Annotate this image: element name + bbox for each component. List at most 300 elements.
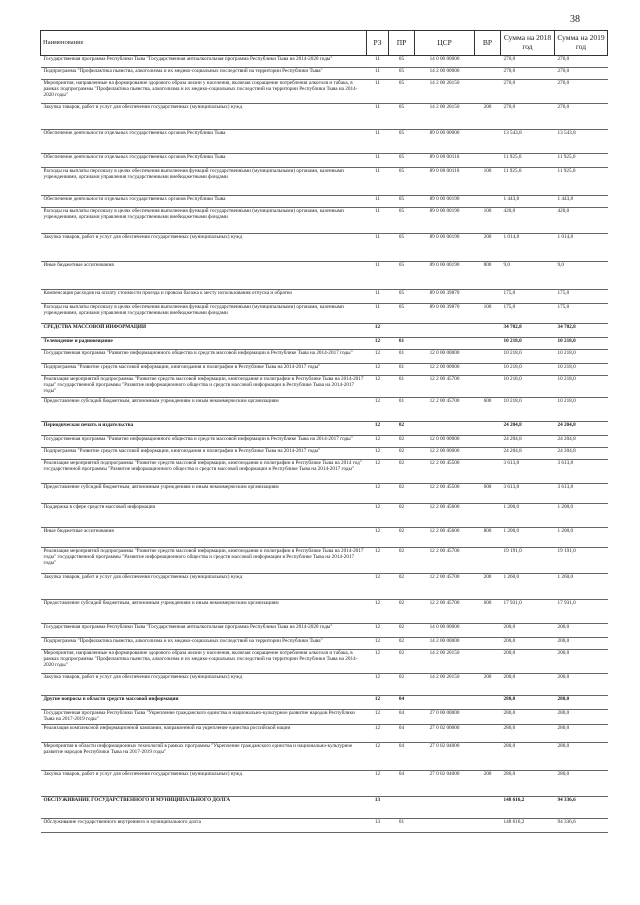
cell-name: Расходы на выплаты персоналу в целях обеспечения выполнения функций государственными (муниципальными) органами, казенными учреждениями, органами управления государственными внебюджетными фондами: [41, 168, 367, 196]
cell-name: Мероприятия, направленные на формирование здорового образа жизни у населения, включая сокращение потребления алкоголя и табака, в рамках подпрограммы "Профилактика пьянства, алкоголизма и их медико-социальных последствий на территории Республики Тыва на 2014-2020 годы": [41, 650, 367, 674]
table-row: [41, 234, 608, 262]
cell-vr: [475, 376, 501, 398]
cell-vr: [475, 364, 501, 376]
cell-csr: 12 2 00 00000: [415, 364, 475, 376]
table-row: [41, 574, 608, 600]
cell-vr: 100: [475, 304, 501, 324]
cell-csr: 27 0 02 00000: [415, 724, 475, 742]
cell-pr: [389, 796, 415, 818]
cell-rz: 12: [367, 574, 389, 600]
cell-sum-2018: 10 218,0: [501, 364, 555, 376]
cell-rz: 11: [367, 208, 389, 234]
cell-rz: 12: [367, 710, 389, 725]
cell-rz: 12: [367, 398, 389, 422]
cell-pr: 02: [389, 422, 415, 436]
cell-pr: 01: [389, 364, 415, 376]
cell-pr: 05: [389, 168, 415, 196]
cell-sum-2018: 19 191,0: [501, 548, 555, 574]
cell-name: СРЕДСТВА МАССОВОЙ ИНФОРМАЦИИ: [41, 324, 367, 338]
table-row: [41, 448, 608, 460]
cell-sum-2019: 10 218,0: [555, 350, 608, 364]
cell-csr: 14 2 00 20150: [415, 104, 475, 130]
header-csr: ЦСР: [415, 31, 475, 56]
cell-csr: 89 0 00 00000: [415, 130, 475, 154]
cell-pr: 02: [389, 460, 415, 484]
cell-csr: [415, 796, 475, 818]
cell-csr: 12 0 00 00000: [415, 436, 475, 448]
cell-vr: 100: [475, 168, 501, 196]
cell-sum-2018: 270,0: [501, 80, 555, 104]
cell-pr: 02: [389, 674, 415, 696]
cell-sum-2018: 13 543,8: [501, 130, 555, 154]
cell-csr: 89 0 00 00190: [415, 234, 475, 262]
cell-pr: 01: [389, 338, 415, 350]
cell-csr: 14 0 00 00000: [415, 624, 475, 638]
cell-pr: 02: [389, 600, 415, 624]
cell-vr: [475, 696, 501, 710]
table-row: [41, 364, 608, 376]
cell-csr: 12 2 00 45500: [415, 484, 475, 504]
cell-name: Поддержка в сфере средств массовой информации: [41, 504, 367, 528]
header-pr: ПР: [389, 31, 415, 56]
cell-name: Подпрограмма "Профилактика пьянства, алкоголизма и их медико-социальных последствий на территории Республики Тыва": [41, 68, 367, 80]
cell-pr: 05: [389, 130, 415, 154]
cell-sum-2018: 175,0: [501, 304, 555, 324]
cell-rz: 11: [367, 168, 389, 196]
table-row: [41, 674, 608, 696]
cell-sum-2019: 1 200,0: [555, 528, 608, 548]
cell-sum-2019: 280,0: [555, 696, 608, 710]
header-rz: РЗ: [367, 31, 389, 56]
table-row: [41, 742, 608, 770]
cell-csr: [415, 818, 475, 832]
cell-pr: 02: [389, 650, 415, 674]
cell-vr: [475, 548, 501, 574]
cell-vr: [475, 130, 501, 154]
cell-sum-2018: 10 218,0: [501, 338, 555, 350]
table-row: [41, 324, 608, 338]
cell-rz: 12: [367, 350, 389, 364]
cell-csr: 12 2 00 45700: [415, 574, 475, 600]
cell-vr: [475, 350, 501, 364]
cell-csr: 12 2 00 45600: [415, 528, 475, 548]
cell-csr: [415, 324, 475, 338]
cell-pr: 02: [389, 638, 415, 650]
cell-csr: 12 2 00 45600: [415, 504, 475, 528]
cell-rz: 11: [367, 262, 389, 290]
cell-csr: 89 0 00 39870: [415, 304, 475, 324]
cell-sum-2018: 1 200,0: [501, 504, 555, 528]
cell-sum-2019: 270,0: [555, 80, 608, 104]
cell-name: Государственная программа Республики Тыва "Укрепление гражданского единства и национально-культурное развитие народов Республики Тыва на 2017-2019 годы": [41, 710, 367, 725]
table-row: [41, 80, 608, 104]
cell-sum-2018: 270,0: [501, 56, 555, 68]
table-row: [41, 104, 608, 130]
cell-vr: 100: [475, 208, 501, 234]
cell-sum-2019: 10 218,0: [555, 398, 608, 422]
cell-sum-2018: 270,0: [501, 104, 555, 130]
cell-pr: 04: [389, 724, 415, 742]
cell-sum-2018: 280,0: [501, 710, 555, 725]
cell-sum-2018: 280,0: [501, 724, 555, 742]
cell-csr: 14 2 00 20150: [415, 650, 475, 674]
cell-vr: 800: [475, 262, 501, 290]
cell-rz: 12: [367, 770, 389, 796]
cell-rz: 12: [367, 548, 389, 574]
cell-sum-2018: 420,0: [501, 208, 555, 234]
cell-name: Государственная программа "Развитие информационного общества и средств массовой информации в Республике Тыва на 2014-2017 годы": [41, 350, 367, 364]
cell-name: Компенсация расходов на оплату стоимости проезда и провоза багажа к месту использования отпуска и обратно: [41, 290, 367, 304]
table-row: [41, 262, 608, 290]
cell-sum-2019: 24 204,8: [555, 422, 608, 436]
cell-sum-2018: 148 616,2: [501, 796, 555, 818]
cell-rz: 12: [367, 696, 389, 710]
cell-name: Подпрограмма "Профилактика пьянства, алкоголизма и их медико-социальных последствий на территории Республики Тыва": [41, 638, 367, 650]
cell-csr: 14 2 00 00000: [415, 638, 475, 650]
cell-sum-2019: 270,0: [555, 104, 608, 130]
cell-vr: [475, 80, 501, 104]
cell-pr: 02: [389, 548, 415, 574]
cell-vr: [475, 742, 501, 770]
cell-sum-2019: 270,0: [555, 56, 608, 68]
cell-pr: 04: [389, 696, 415, 710]
cell-sum-2018: 10 218,0: [501, 398, 555, 422]
cell-sum-2019: 24 204,8: [555, 436, 608, 448]
cell-pr: 04: [389, 710, 415, 725]
cell-name: Предоставление субсидий бюджетным, автономным учреждениям и иным некоммерческим организациям: [41, 600, 367, 624]
cell-rz: 11: [367, 130, 389, 154]
header-sum-2019: Сумма на 2019 год: [555, 31, 608, 56]
budget-table: [40, 30, 608, 833]
cell-rz: 12: [367, 724, 389, 742]
cell-sum-2018: 11 925,0: [501, 168, 555, 196]
header-vr: ВР: [475, 31, 501, 56]
cell-pr: 05: [389, 304, 415, 324]
cell-sum-2018: 175,0: [501, 290, 555, 304]
cell-pr: 05: [389, 290, 415, 304]
cell-rz: 12: [367, 364, 389, 376]
cell-rz: 12: [367, 376, 389, 398]
cell-vr: [475, 650, 501, 674]
cell-sum-2018: 270,0: [501, 68, 555, 80]
cell-rz: 11: [367, 68, 389, 80]
cell-name: Закупка товаров, работ и услуг для обеспечения государственных (муниципальных) нужд: [41, 234, 367, 262]
table-row: [41, 528, 608, 548]
table-row: [41, 208, 608, 234]
table-row: [41, 724, 608, 742]
cell-csr: 12 2 00 45700: [415, 548, 475, 574]
cell-sum-2018: 34 702,8: [501, 324, 555, 338]
cell-csr: [415, 422, 475, 436]
cell-sum-2019: 1 200,0: [555, 504, 608, 528]
cell-name: Реализация комплексной информационной кампании, направленной на укрепление единства российской нации: [41, 724, 367, 742]
table-row: [41, 196, 608, 208]
cell-vr: 200: [475, 104, 501, 130]
cell-pr: 05: [389, 208, 415, 234]
cell-name: Иные бюджетные ассигнования: [41, 262, 367, 290]
cell-rz: 11: [367, 304, 389, 324]
cell-csr: 89 0 00 00190: [415, 262, 475, 290]
cell-rz: 12: [367, 742, 389, 770]
cell-name: Телевидение и радиовещание: [41, 338, 367, 350]
cell-pr: 02: [389, 624, 415, 638]
cell-name: Обслуживание государственного внутреннего и муниципального долга: [41, 818, 367, 832]
table-row: [41, 290, 608, 304]
cell-csr: 14 2 00 20150: [415, 80, 475, 104]
cell-vr: [475, 818, 501, 832]
cell-name: Реализация мероприятий подпрограммы "Развитие средств массовой информации, книгоиздания и полиграфии в Республике Тыва на 2014-2017 годы" государственной программы "Развитие информационного общества и средств массовой информации в Республике Тыва на 2014-2017 годы": [41, 548, 367, 574]
cell-pr: 01: [389, 376, 415, 398]
cell-vr: 600: [475, 600, 501, 624]
table-row: [41, 422, 608, 436]
cell-pr: 05: [389, 154, 415, 168]
cell-sum-2018: 10 218,0: [501, 376, 555, 398]
cell-sum-2018: 1 443,8: [501, 196, 555, 208]
cell-sum-2019: 200,0: [555, 674, 608, 696]
cell-pr: 04: [389, 770, 415, 796]
cell-csr: 89 0 00 00190: [415, 196, 475, 208]
cell-vr: 200: [475, 770, 501, 796]
cell-name: Реализация мероприятий подпрограммы "Развитие средств массовой информации, книгоиздания и полиграфии в Республике Тыва на 2014 год" государственной программы "Развитие информационного общества и средств массовой информации в Республике Тыва на 2014-2017 годы": [41, 460, 367, 484]
table-row: [41, 484, 608, 504]
cell-vr: [475, 56, 501, 68]
cell-csr: 89 0 00 39870: [415, 290, 475, 304]
cell-rz: 12: [367, 624, 389, 638]
cell-vr: [475, 796, 501, 818]
cell-vr: 200: [475, 574, 501, 600]
cell-sum-2019: 280,0: [555, 710, 608, 725]
cell-rz: 11: [367, 290, 389, 304]
cell-sum-2018: 17 931,0: [501, 600, 555, 624]
cell-sum-2018: 9,0: [501, 262, 555, 290]
cell-csr: 89 0 00 00110: [415, 154, 475, 168]
cell-sum-2019: 175,0: [555, 304, 608, 324]
table-row: [41, 436, 608, 448]
page-number: 38: [570, 14, 580, 25]
cell-sum-2019: 1 014,8: [555, 234, 608, 262]
cell-sum-2018: 3 613,8: [501, 460, 555, 484]
cell-pr: 01: [389, 350, 415, 364]
cell-name: Иные бюджетные ассигнования: [41, 528, 367, 548]
cell-vr: [475, 624, 501, 638]
cell-sum-2019: 280,0: [555, 742, 608, 770]
table-row: [41, 600, 608, 624]
table-row: [41, 376, 608, 398]
cell-pr: 02: [389, 448, 415, 460]
table-row: [41, 624, 608, 638]
cell-rz: 12: [367, 600, 389, 624]
cell-pr: 01: [389, 818, 415, 832]
cell-pr: 05: [389, 68, 415, 80]
cell-vr: 200: [475, 234, 501, 262]
cell-pr: 02: [389, 484, 415, 504]
cell-sum-2019: 280,0: [555, 770, 608, 796]
cell-vr: [475, 638, 501, 650]
cell-csr: 27 0 02 04000: [415, 742, 475, 770]
cell-csr: 12 2 00 45700: [415, 376, 475, 398]
cell-sum-2019: 200,0: [555, 638, 608, 650]
cell-pr: [389, 324, 415, 338]
table-row: [41, 154, 608, 168]
cell-sum-2019: 34 702,8: [555, 324, 608, 338]
cell-sum-2019: 3 613,8: [555, 460, 608, 484]
cell-csr: 12 2 00 45700: [415, 398, 475, 422]
cell-name: Мероприятия, направленные на формирование здорового образа жизни у населения, включая сокращение потребления алкоголя и табака, в рамках подпрограммы "Профилактика пьянства, алкоголизма и их медико-социальных последствий на территории Республики Тыва на 2014-2020 годы": [41, 80, 367, 104]
cell-csr: 12 2 00 45700: [415, 600, 475, 624]
cell-rz: 11: [367, 80, 389, 104]
cell-sum-2018: 200,0: [501, 638, 555, 650]
cell-name: Государственная программа Республики Тыва "Государственная антиалкогольная программа Республики Тыва на 2014-2020 годы": [41, 624, 367, 638]
cell-sum-2018: 200,0: [501, 624, 555, 638]
cell-vr: 200: [475, 674, 501, 696]
header-sum-2018: Сумма на 2018 год: [501, 31, 555, 56]
cell-rz: 11: [367, 196, 389, 208]
cell-sum-2018: 24 204,8: [501, 422, 555, 436]
table-row: [41, 770, 608, 796]
cell-sum-2019: 24 204,8: [555, 448, 608, 460]
cell-name: Обеспечение деятельности отдельных государственных органов Республики Тыва: [41, 130, 367, 154]
cell-name: Подпрограмма "Развитие средств массовой информации, книгоиздания и полиграфии в Республике Тыва на 2014-2017 годы": [41, 448, 367, 460]
table-row: [41, 338, 608, 350]
header-name: Наименование: [41, 31, 367, 56]
cell-sum-2018: 24 204,8: [501, 448, 555, 460]
cell-vr: [475, 448, 501, 460]
cell-name: Обеспечение деятельности отдельных государственных органов Республики Тыва: [41, 196, 367, 208]
cell-rz: 12: [367, 674, 389, 696]
cell-sum-2019: 10 218,0: [555, 364, 608, 376]
cell-name: Мероприятия в области информационных технологий в рамках программы "Укрепление гражданского единства и национально-культурное развитие народов Республики Тыва на 2017-2019 годы": [41, 742, 367, 770]
cell-rz: 12: [367, 650, 389, 674]
cell-name: Предоставление субсидий бюджетным, автономным учреждениям и иным некоммерческим организациям: [41, 484, 367, 504]
cell-vr: 600: [475, 398, 501, 422]
cell-vr: 600: [475, 484, 501, 504]
table-row: [41, 130, 608, 154]
cell-sum-2019: 94 336,6: [555, 796, 608, 818]
cell-name: Закупка товаров, работ и услуг для обеспечения государственных (муниципальных) нужд: [41, 770, 367, 796]
cell-sum-2018: 1 200,0: [501, 528, 555, 548]
cell-sum-2019: 280,0: [555, 724, 608, 742]
cell-sum-2018: 200,0: [501, 674, 555, 696]
cell-rz: 12: [367, 460, 389, 484]
cell-sum-2019: 270,0: [555, 68, 608, 80]
cell-csr: 27 0 02 04000: [415, 770, 475, 796]
cell-rz: 13: [367, 818, 389, 832]
table-row: [41, 638, 608, 650]
cell-sum-2019: 3 613,8: [555, 484, 608, 504]
table-row: [41, 304, 608, 324]
cell-rz: 12: [367, 324, 389, 338]
table-row: [41, 398, 608, 422]
table-row: [41, 818, 608, 832]
cell-rz: 12: [367, 338, 389, 350]
cell-vr: [475, 436, 501, 448]
cell-vr: [475, 196, 501, 208]
cell-csr: 14 0 00 00000: [415, 56, 475, 68]
cell-rz: 12: [367, 422, 389, 436]
cell-sum-2019: 175,0: [555, 290, 608, 304]
table-row: [41, 710, 608, 725]
cell-vr: [475, 154, 501, 168]
cell-vr: [475, 290, 501, 304]
cell-vr: [475, 338, 501, 350]
table-row: [41, 168, 608, 196]
table-header-row: [41, 31, 608, 56]
table-row: [41, 650, 608, 674]
cell-sum-2018: 10 218,0: [501, 350, 555, 364]
cell-vr: [475, 422, 501, 436]
cell-sum-2019: 11 925,0: [555, 154, 608, 168]
cell-pr: 05: [389, 56, 415, 68]
cell-rz: 12: [367, 528, 389, 548]
cell-name: ОБСЛУЖИВАНИЕ ГОСУДАРСТВЕННОГО И МУНИЦИПАЛЬНОГО ДОЛГА: [41, 796, 367, 818]
cell-csr: 12 0 00 00000: [415, 350, 475, 364]
cell-name: Государственная программа "Развитие информационного общества и средств массовой информации в Республике Тыва на 2014-2017 годы": [41, 436, 367, 448]
cell-sum-2018: 11 925,0: [501, 154, 555, 168]
cell-pr: 02: [389, 574, 415, 600]
cell-sum-2019: 200,0: [555, 650, 608, 674]
cell-sum-2019: 19 191,0: [555, 548, 608, 574]
cell-name: Реализация мероприятий подпрограммы "Развитие средств массовой информации, книгоиздания и полиграфии в Республике Тыва на 2014-2017 годы" государственной программы "Развитие информационного общества и средств массовой информации в Республике Тыва на 2014-2017 годы": [41, 376, 367, 398]
table-row: [41, 350, 608, 364]
cell-pr: 05: [389, 262, 415, 290]
cell-rz: 12: [367, 484, 389, 504]
cell-sum-2018: 24 204,8: [501, 436, 555, 448]
cell-pr: 05: [389, 234, 415, 262]
cell-name: Периодическая печать и издательства: [41, 422, 367, 436]
cell-csr: 89 0 00 00190: [415, 208, 475, 234]
cell-vr: 800: [475, 528, 501, 548]
cell-name: Расходы на выплаты персоналу в целях обеспечения выполнения функций государственными (муниципальными) органами, казенными учреждениями, органами управления государственными внебюджетными фондами: [41, 304, 367, 324]
cell-rz: 13: [367, 796, 389, 818]
cell-sum-2019: 1 443,8: [555, 196, 608, 208]
cell-pr: 02: [389, 528, 415, 548]
cell-rz: 12: [367, 436, 389, 448]
cell-vr: [475, 324, 501, 338]
cell-vr: [475, 68, 501, 80]
cell-vr: [475, 710, 501, 725]
cell-sum-2019: 10 218,0: [555, 338, 608, 350]
cell-rz: 12: [367, 504, 389, 528]
cell-sum-2019: 10 218,0: [555, 376, 608, 398]
table-row: [41, 56, 608, 68]
cell-csr: 14 2 00 00000: [415, 68, 475, 80]
cell-csr: [415, 696, 475, 710]
cell-pr: 05: [389, 196, 415, 208]
table-row: [41, 504, 608, 528]
cell-csr: 27 0 00 00000: [415, 710, 475, 725]
cell-sum-2018: 280,0: [501, 770, 555, 796]
cell-sum-2019: 9,0: [555, 262, 608, 290]
table-row: [41, 548, 608, 574]
cell-sum-2018: 280,0: [501, 696, 555, 710]
cell-csr: 12 2 00 00000: [415, 448, 475, 460]
cell-csr: [415, 338, 475, 350]
cell-name: Закупка товаров, работ и услуг для обеспечения государственных (муниципальных) нужд: [41, 104, 367, 130]
cell-vr: [475, 504, 501, 528]
table-row: [41, 796, 608, 818]
cell-sum-2018: 1 014,8: [501, 234, 555, 262]
cell-vr: [475, 724, 501, 742]
table-row: [41, 696, 608, 710]
cell-name: Другие вопросы в области средств массовой информации: [41, 696, 367, 710]
cell-pr: 02: [389, 436, 415, 448]
cell-name: Обеспечение деятельности отдельных государственных органов Республики Тыва: [41, 154, 367, 168]
cell-pr: 05: [389, 104, 415, 130]
cell-rz: 11: [367, 104, 389, 130]
cell-sum-2018: 3 613,8: [501, 484, 555, 504]
cell-sum-2018: 148 616,2: [501, 818, 555, 832]
cell-rz: 12: [367, 638, 389, 650]
